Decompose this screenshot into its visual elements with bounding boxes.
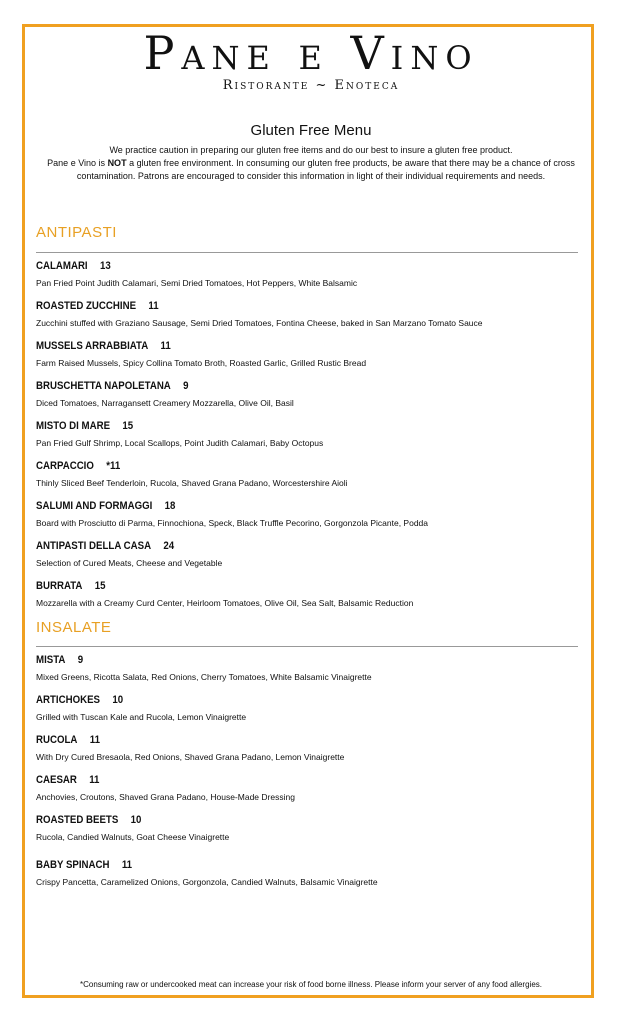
menu-item bbox=[36, 730, 581, 762]
menu-item bbox=[36, 650, 581, 682]
item-name: ROASTED BEETS bbox=[36, 814, 119, 826]
item-name: RUCOLA bbox=[36, 734, 78, 746]
food-safety-disclaimer: *Consuming raw or undercooked meat can increase your risk of food borne illness. Please inform your server of any food allergies. bbox=[79, 980, 542, 989]
item-price: 9 bbox=[77, 654, 84, 666]
item-price: 15 bbox=[94, 580, 106, 592]
menu-item-name-and-price bbox=[36, 814, 141, 826]
item-price: 11 bbox=[89, 774, 100, 786]
item-name: BABY SPINACH bbox=[36, 859, 110, 871]
intro-notice bbox=[36, 144, 586, 183]
item-description: Pan Fried Gulf Shrimp, Local Scallops, Point Judith Calamari, Baby Octopus bbox=[36, 438, 324, 448]
item-description: Selection of Cured Meats, Cheese and Vegetable bbox=[36, 558, 223, 568]
item-price: 11 bbox=[160, 340, 171, 352]
item-description: Zucchini stuffed with Graziano Sausage, Semi Dried Tomatoes, Fontina Cheese, baked in San Marzano Tomato Sauce bbox=[36, 318, 483, 328]
item-description: Mixed Greens, Ricotta Salata, Red Onions, Cherry Tomatoes, White Balsamic Vinaigrette bbox=[36, 672, 372, 682]
menu-item-name-and-price bbox=[36, 460, 120, 472]
item-price: 9 bbox=[183, 380, 189, 392]
menu-title: Gluten Free Menu bbox=[250, 122, 372, 139]
item-price: 11 bbox=[89, 734, 100, 746]
menu-item-name-and-price bbox=[36, 260, 111, 272]
menu-item-name-and-price bbox=[36, 654, 83, 666]
item-name: MISTA bbox=[36, 654, 66, 666]
intro-line-2-suffix: a gluten free environment. In consuming our gluten free products, be aware that there may be a chance of cross bbox=[126, 158, 575, 168]
section-divider bbox=[36, 252, 578, 253]
menu-item bbox=[36, 456, 581, 488]
restaurant-tagline: Ristorante ~ Enoteca bbox=[222, 78, 400, 93]
item-name: ROASTED ZUCCHINE bbox=[36, 300, 137, 312]
item-name: MISTO DI MARE bbox=[36, 420, 111, 432]
menu-item-name-and-price bbox=[36, 300, 159, 312]
menu-item-name-and-price bbox=[36, 580, 106, 592]
menu-item bbox=[36, 576, 581, 608]
item-price: 11 bbox=[121, 859, 133, 871]
intro-line-1: We practice caution in preparing our gluten free items and do our best to insure a gluten free product. bbox=[109, 145, 513, 155]
item-name: MUSSELS ARRABBIATA bbox=[36, 340, 149, 352]
menu-item-name-and-price bbox=[36, 694, 123, 706]
item-price: 13 bbox=[99, 260, 111, 272]
menu-item bbox=[36, 496, 581, 528]
item-description: Diced Tomatoes, Narragansett Creamery Mozzarella, Olive Oil, Basil bbox=[36, 398, 294, 408]
item-description: Anchovies, Croutons, Shaved Grana Padano, House-Made Dressing bbox=[36, 792, 295, 802]
item-price: 10 bbox=[130, 814, 142, 826]
item-description: Board with Prosciutto di Parma, Finnochiona, Speck, Black Truffle Pecorino, Gorgonzola Picante, Podda bbox=[36, 518, 428, 528]
section-heading-insalate: INSALATE bbox=[36, 619, 112, 636]
item-name: CAESAR bbox=[36, 774, 77, 786]
menu-item bbox=[36, 690, 581, 722]
item-price: 18 bbox=[164, 500, 176, 512]
item-description: Pan Fried Point Judith Calamari, Semi Dried Tomatoes, Hot Peppers, White Balsamic bbox=[36, 278, 358, 288]
menu-item-name-and-price bbox=[36, 774, 99, 786]
intro-line-2-prefix: Pane e Vino is bbox=[47, 158, 108, 168]
item-name: ANTIPASTI DELLA CASA bbox=[36, 540, 152, 552]
menu-item-name-and-price bbox=[36, 500, 175, 512]
menu-item-name-and-price bbox=[36, 540, 174, 552]
menu-item bbox=[36, 336, 581, 368]
item-description: Rucola, Candied Walnuts, Goat Cheese Vinaigrette bbox=[36, 832, 230, 842]
menu-item bbox=[36, 536, 581, 568]
item-description: Crispy Pancetta, Caramelized Onions, Gorgonzola, Candied Walnuts, Balsamic Vinaigrette bbox=[36, 877, 378, 887]
menu-item-name-and-price bbox=[36, 420, 133, 432]
menu-item bbox=[36, 256, 581, 288]
menu-item-name-and-price bbox=[36, 734, 100, 746]
item-price: *11 bbox=[106, 460, 121, 472]
item-description: With Dry Cured Bresaola, Red Onions, Shaved Grana Padano, Lemon Vinaigrette bbox=[36, 752, 345, 762]
item-price: 10 bbox=[112, 694, 124, 706]
menu-item bbox=[36, 376, 581, 408]
menu-item bbox=[36, 810, 581, 842]
item-name: BURRATA bbox=[36, 580, 83, 592]
restaurant-name: Pane e Vino bbox=[143, 26, 479, 80]
item-price: 24 bbox=[163, 540, 175, 552]
intro-not-emphasis: NOT bbox=[107, 158, 127, 168]
menu-item bbox=[36, 855, 581, 887]
item-price: 15 bbox=[122, 420, 134, 432]
item-description: Grilled with Tuscan Kale and Rucola, Lemon Vinaigrette bbox=[36, 712, 247, 722]
section-divider bbox=[36, 646, 578, 647]
item-description: Thinly Sliced Beef Tenderloin, Rucola, Shaved Grana Padano, Worcestershire Aioli bbox=[36, 478, 348, 488]
item-price: 11 bbox=[148, 300, 159, 312]
item-description: Mozzarella with a Creamy Curd Center, Heirloom Tomatoes, Olive Oil, Sea Salt, Balsamic Reduction bbox=[36, 598, 414, 608]
menu-item bbox=[36, 296, 581, 328]
item-name: CALAMARI bbox=[36, 260, 88, 272]
menu-item-name-and-price bbox=[36, 380, 189, 392]
menu-item bbox=[36, 770, 581, 802]
menu-item-name-and-price bbox=[36, 859, 132, 871]
item-name: CARPACCIO bbox=[36, 460, 94, 472]
section-heading-antipasti: ANTIPASTI bbox=[36, 224, 117, 241]
item-name: ARTICHOKES bbox=[36, 694, 101, 706]
item-name: SALUMI AND FORMAGGI bbox=[36, 500, 153, 512]
intro-line-3: contamination. Patrons are encouraged to consider this information in light of their individual requirements and needs. bbox=[76, 171, 546, 181]
menu-item bbox=[36, 416, 581, 448]
item-description: Farm Raised Mussels, Spicy Collina Tomato Broth, Roasted Garlic, Grilled Rustic Bread bbox=[36, 358, 367, 368]
intro-line-2 bbox=[36, 157, 586, 170]
item-name: BRUSCHETTA NAPOLETANA bbox=[36, 380, 171, 392]
menu-item-name-and-price bbox=[36, 340, 171, 352]
